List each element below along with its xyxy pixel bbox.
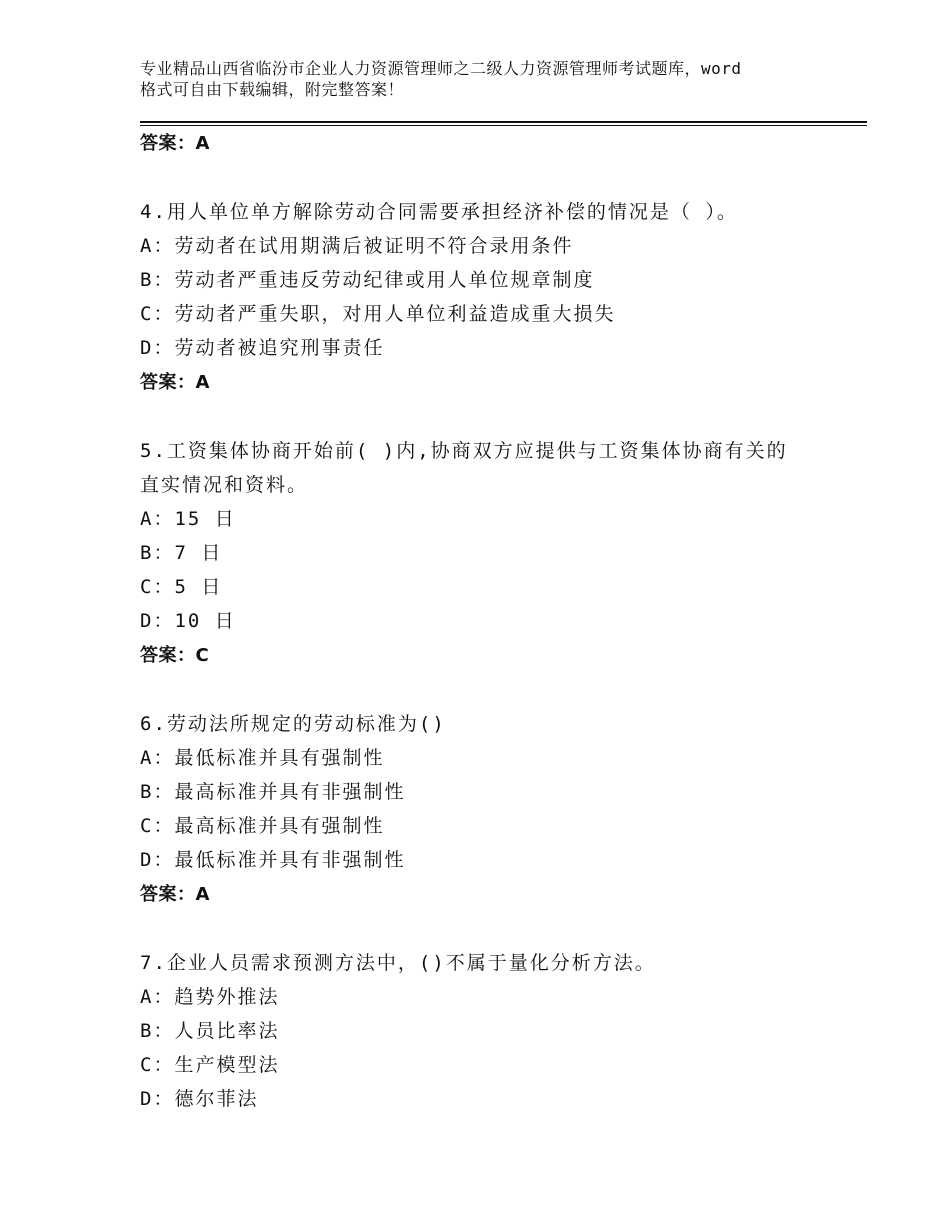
question-5-option-c: C：5 日 [140, 576, 223, 598]
question-5-stem-line-2: 直实情况和资料。 [140, 474, 309, 496]
question-4-stem: 4.用人单位单方解除劳动合同需要承担经济补偿的情况是（ ）。 [140, 201, 738, 223]
question-6-option-d: D：最低标准并具有非强制性 [140, 849, 406, 871]
question-4-option-c: C：劳动者严重失职，对用人单位利益造成重大损失 [140, 303, 616, 325]
question-7-option-b: B：人员比率法 [140, 1020, 280, 1042]
question-7-stem: 7.企业人员需求预测方法中，()不属于量化分析方法。 [140, 952, 656, 974]
question-4-option-d: D：劳动者被追究刑事责任 [140, 337, 385, 359]
question-4-option-b: B：劳动者严重违反劳动纪律或用人单位规章制度 [140, 269, 595, 291]
question-6-answer: 答案：A [140, 884, 210, 905]
previous-answer: 答案：A [140, 133, 210, 154]
question-7-option-d: D：德尔菲法 [140, 1088, 259, 1110]
header-title-line-1: 专业精品山西省临汾市企业人力资源管理师之二级人力资源管理师考试题库，word [140, 59, 742, 78]
question-4-answer: 答案：A [140, 372, 210, 393]
header-divider-thin [140, 125, 867, 126]
header-divider-thick [140, 121, 867, 123]
question-6-stem: 6.劳动法所规定的劳动标准为() [140, 713, 446, 735]
question-5-option-b: B：7 日 [140, 542, 223, 564]
question-7-option-a: A：趋势外推法 [140, 986, 280, 1008]
header-title-line-2: 格式可自由下载编辑，附完整答案！ [140, 80, 405, 99]
question-6-option-b: B：最高标准并具有非强制性 [140, 781, 406, 803]
question-4-option-a: A：劳动者在试用期满后被证明不符合录用条件 [140, 235, 574, 257]
question-6-option-a: A：最低标准并具有强制性 [140, 747, 385, 769]
question-7-option-c: C：生产模型法 [140, 1054, 280, 1076]
question-5-stem-line-1: 5.工资集体协商开始前( )内,协商双方应提供与工资集体协商有关的 [140, 440, 788, 462]
question-5-option-a: A：15 日 [140, 508, 236, 530]
question-5-answer: 答案：C [140, 645, 210, 666]
question-6-option-c: C：最高标准并具有强制性 [140, 815, 385, 837]
question-5-option-d: D：10 日 [140, 610, 236, 632]
document-header [140, 58, 840, 100]
